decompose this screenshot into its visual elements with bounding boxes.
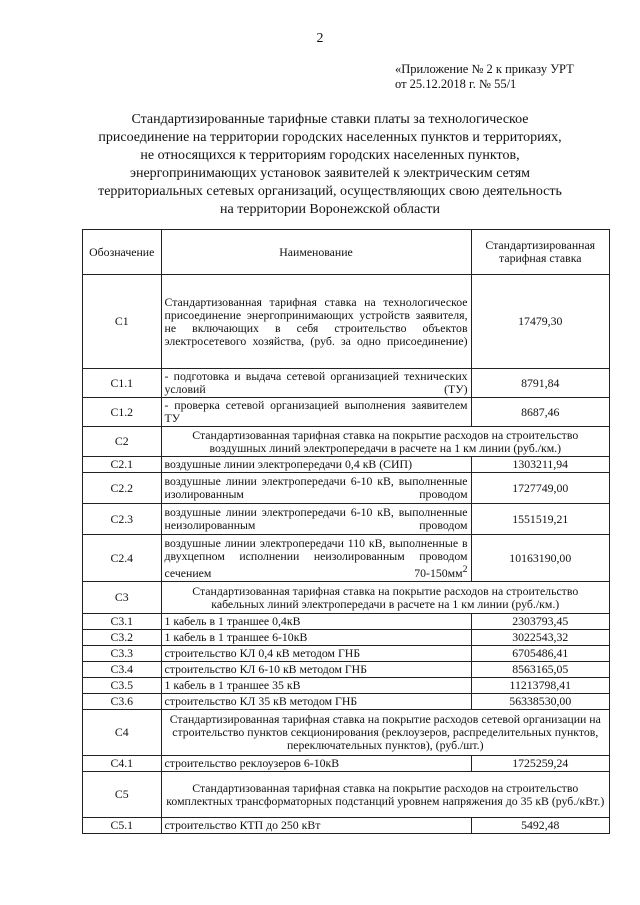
row-name: - проверка сетевой организацией выполнения заявителем ТУ — [161, 398, 471, 427]
row-name: - подготовка и выдача сетевой организацией технических условий (ТУ) — [161, 369, 471, 398]
row-code: С2.2 — [83, 473, 162, 504]
row-code: С5.1 — [83, 818, 162, 834]
row-name: строительство КЛ 6-10 кВ методом ГНБ — [161, 662, 471, 678]
row-code: С3.4 — [83, 662, 162, 678]
title-line: территориальных сетевых организаций, осуществляющих свою деятельность — [98, 184, 562, 199]
row-code: С1.1 — [83, 369, 162, 398]
appendix-line-2: от 25.12.2018 г. № 55/1 — [395, 77, 517, 91]
tariff-table — [82, 229, 610, 834]
title-line: на территории Воронежской области — [219, 202, 440, 217]
row-name: 1 кабель в 1 траншее 35 кВ — [161, 678, 471, 694]
header-rate: Стандартизированная тарифная ставка — [471, 230, 609, 275]
row-name: Стандартизованная тарифная ставка на технологическое присоединение энергопринимающих устройств заявителя, не включающих в себя строительство объектов электросетевого хозяйства, (руб. за одно присоединение) — [161, 275, 471, 369]
row-value: 8791,84 — [471, 369, 609, 398]
table-section-row — [83, 772, 610, 818]
row-value: 1303211,94 — [471, 457, 609, 473]
row-value: 1725259,24 — [471, 756, 609, 772]
table-row — [83, 535, 610, 582]
row-value: 6705486,41 — [471, 646, 609, 662]
title-line: не относящихся к территориям городских населенных пунктов, — [140, 148, 520, 163]
document-title — [60, 111, 600, 219]
row-name: строительство реклоузеров 6-10кВ — [161, 756, 471, 772]
row-value: 8687,46 — [471, 398, 609, 427]
row-name: воздушные линии электропередачи 0,4 кВ (СИП) — [161, 457, 471, 473]
row-name: 1 кабель в 1 траншее 0,4кВ — [161, 614, 471, 630]
page-number: 2 — [316, 31, 324, 46]
title-line: энергопринимающих установок заявителей к электрическим сетям — [129, 166, 531, 181]
row-value: 17479,30 — [471, 275, 609, 369]
table-row — [83, 818, 610, 834]
row-code: С2.1 — [83, 457, 162, 473]
row-value: 3022543,32 — [471, 630, 609, 646]
table-row — [83, 614, 610, 630]
table-section-row — [83, 710, 610, 756]
title-line: Стандартизированные тарифные ставки платы за технологическое — [131, 112, 529, 127]
table-row — [83, 398, 610, 427]
row-value: 8563165,05 — [471, 662, 609, 678]
table-row — [83, 678, 610, 694]
row-code: С4 — [83, 710, 162, 756]
table-row — [83, 646, 610, 662]
row-name: строительство КЛ 0,4 кВ методом ГНБ — [161, 646, 471, 662]
appendix-reference — [395, 62, 635, 92]
row-code: С3.1 — [83, 614, 162, 630]
table-header-row — [83, 230, 610, 275]
row-name: строительство КТП до 250 кВт — [161, 818, 471, 834]
table-section-row — [83, 582, 610, 614]
row-code: С3.2 — [83, 630, 162, 646]
row-code: С3 — [83, 582, 162, 614]
section-name: Стандартизированная тарифная ставка на покрытие расходов сетевой организации на строительство пунктов секционирования (реклоузеров, распределительных пунктов, переключательных пунктов), (руб./шт.) — [161, 710, 609, 756]
table-row — [83, 473, 610, 504]
row-name — [161, 535, 471, 582]
row-name: строительство КЛ 35 кВ методом ГНБ — [161, 694, 471, 710]
table-row — [83, 457, 610, 473]
superscript-2: 2 — [462, 563, 468, 575]
row-code: С3.3 — [83, 646, 162, 662]
row-name: воздушные линии электропередачи 6-10 кВ, выполненные неизолированным проводом — [161, 504, 471, 535]
row-value: 56338530,00 — [471, 694, 609, 710]
row-code: С2.4 — [83, 535, 162, 582]
row-code: С3.6 — [83, 694, 162, 710]
table-row — [83, 756, 610, 772]
row-value: 11213798,41 — [471, 678, 609, 694]
table-row — [83, 369, 610, 398]
table-section-row — [83, 427, 610, 457]
table-row — [83, 694, 610, 710]
appendix-line-1: «Приложение № 2 к приказу УРТ — [395, 62, 574, 76]
table-row — [83, 630, 610, 646]
row-code: С3.5 — [83, 678, 162, 694]
row-code: С2.3 — [83, 504, 162, 535]
row-code: С2 — [83, 427, 162, 457]
table-row — [83, 275, 610, 369]
row-value: 10163190,00 — [471, 535, 609, 582]
row-name: воздушные линии электропередачи 6-10 кВ, выполненные изолированным проводом — [161, 473, 471, 504]
table-row — [83, 504, 610, 535]
row-value: 1551519,21 — [471, 504, 609, 535]
row-code: С1.2 — [83, 398, 162, 427]
table-row — [83, 662, 610, 678]
section-name: Стандартизованная тарифная ставка на покрытие расходов на строительство воздушных линий электропередачи в расчете на 1 км линии (руб./км.) — [161, 427, 609, 457]
row-code: С1 — [83, 275, 162, 369]
header-name: Наименование — [161, 230, 471, 275]
title-line: присоединение на территории городских населенных пунктов и территориях, — [98, 130, 562, 145]
row-code: С4.1 — [83, 756, 162, 772]
row-name: 1 кабель в 1 траншее 6-10кВ — [161, 630, 471, 646]
section-name: Стандартизованная тарифная ставка на покрытие расходов на строительство комплектных трансформаторных подстанций уровнем напряжения до 35 кВ (руб./кВт.) — [161, 772, 609, 818]
section-name: Стандартизованная тарифная ставка на покрытие расходов на строительство кабельных линий электропередачи в расчете на 1 км линии (руб./км.) — [161, 582, 609, 614]
header-code: Обозначение — [83, 230, 162, 275]
row-value: 5492,48 — [471, 818, 609, 834]
row-code: С5 — [83, 772, 162, 818]
row-name-text: воздушные линии электропередачи 110 кВ, выполненные в двухцепном исполнении неизолированным проводом сечением 70-150мм — [164, 535, 468, 580]
row-value: 2303793,45 — [471, 614, 609, 630]
row-value: 1727749,00 — [471, 473, 609, 504]
